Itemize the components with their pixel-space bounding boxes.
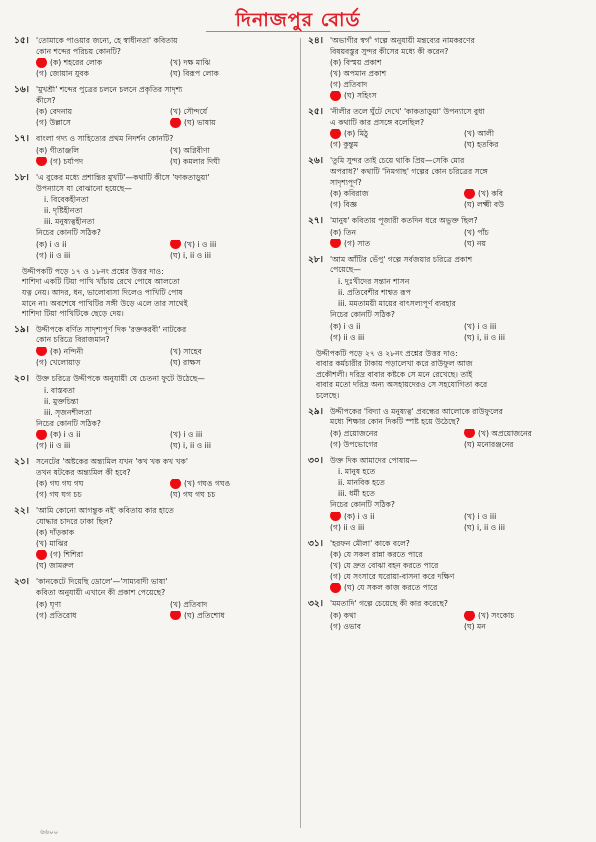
option-correct xyxy=(330,583,594,594)
option xyxy=(464,228,594,239)
option xyxy=(330,622,460,633)
answer-mark-icon xyxy=(36,550,47,560)
option-label: (ক) কথা xyxy=(330,611,357,621)
option-label: (খ) অপ্রয়োজনের xyxy=(478,428,532,438)
question-number: ১৯। xyxy=(14,324,29,335)
question-q7 xyxy=(308,456,594,534)
option xyxy=(36,107,166,118)
statement-list xyxy=(330,467,594,500)
option-label: (খ) i ও iii xyxy=(464,321,497,331)
stimulus-line: শাশিদা টিয়া পাখিটিকে ছেড়ে দেয়। xyxy=(22,309,124,319)
option xyxy=(170,58,300,69)
option-correct xyxy=(36,347,166,358)
question-text: পেয়েছে— xyxy=(330,265,362,275)
question-number: ২৯। xyxy=(308,406,323,417)
question-q4 xyxy=(308,216,594,250)
footer-mark: ৬৬০০ xyxy=(40,828,59,836)
statement-item: i. বাস্তবতা xyxy=(44,385,75,395)
question-text: উদ্দীপকের 'বিদ্যা ও মনুষ্যত্ব' প্রবন্ধের আলোকে রাউফুলের xyxy=(330,406,503,416)
option-label: (খ) দক্ষ মাঝি xyxy=(170,58,211,68)
option-label: (খ) সাহেব xyxy=(170,346,202,356)
option-label: (ক) শহরের লোক xyxy=(50,58,103,68)
option-correct xyxy=(170,118,300,129)
option-grid xyxy=(36,347,300,369)
option-correct xyxy=(36,430,166,441)
question-number: ১৬। xyxy=(14,85,29,96)
option-label: (ঘ) হতকির xyxy=(464,140,499,150)
option-label: (ক) গীতাঞ্জলি xyxy=(36,145,80,155)
answer-mark-icon xyxy=(170,118,181,128)
option xyxy=(330,189,460,200)
option xyxy=(36,490,166,501)
option-label: (গ) ওভাব xyxy=(330,622,361,632)
question-text: উক্ত চরিত্রে উদ্দীপকে অনুযায়ী যে চেতনা ফুটে উঠেছে— xyxy=(36,373,205,383)
option-grid xyxy=(330,512,594,534)
page-title: দিনাজপুর বোর্ড xyxy=(235,9,361,31)
question-number: ২৪। xyxy=(308,36,323,46)
option-grid xyxy=(330,322,594,344)
answer-mark-icon xyxy=(464,611,475,621)
question-subprompt: নিচের কোনটি সঠিক? xyxy=(36,228,101,238)
option xyxy=(170,490,300,501)
option xyxy=(464,440,594,451)
question-q7 xyxy=(14,457,300,501)
option-label: (ঘ) i, ii ও iii xyxy=(464,522,505,532)
option-label: (ক) i ও ii xyxy=(36,239,67,249)
option-label: (ক) কবিরাজ xyxy=(330,189,369,199)
left-column xyxy=(14,36,300,627)
question-q2 xyxy=(308,107,594,151)
option xyxy=(464,322,594,333)
option-label: (গ) প্রতিবাদ xyxy=(330,80,368,90)
question-q4 xyxy=(14,173,300,262)
question-number: ৩২। xyxy=(308,599,323,610)
question-text: উদ্দীপকে বর্ণিত সাদৃশ্যপূর্ণ দিক 'রক্তকরবী' নাটকের xyxy=(36,324,187,334)
statement-list xyxy=(330,277,594,310)
option-label: (ঘ) বিরূপ লোক xyxy=(170,69,219,79)
option-label: (ঘ) i, ii ও iii xyxy=(170,441,211,451)
option-label: (গ) ii ও iii xyxy=(330,332,365,342)
title-underline xyxy=(206,31,390,32)
statement-item: iii. ধর্মী হতে xyxy=(338,489,375,499)
question-text: 'হরফন মৌলা' কাকে বলে? xyxy=(330,538,410,548)
stimulus-line: চলেছে। xyxy=(316,390,340,400)
answer-mark-icon xyxy=(330,512,341,522)
question-text: 'তুমি সুন্দর তাই চেয়ে থাকি প্রিয়—সেকি মোর xyxy=(330,156,465,166)
option xyxy=(330,80,594,91)
option-label: (গ) গঘ ঘগ চচ xyxy=(36,490,82,500)
option-grid xyxy=(330,58,594,102)
question-text: উক্ত দিক আমাদের পোষায়— xyxy=(330,455,418,465)
option-label: (ঘ) কমলার দিঘী xyxy=(170,156,221,166)
answer-mark-icon xyxy=(330,239,341,249)
option-label: (খ) মাঝির xyxy=(36,539,68,549)
option xyxy=(36,358,166,369)
option xyxy=(330,333,460,344)
answer-mark-icon xyxy=(170,479,181,489)
option-label: (খ) যে দ্রুত বোঝা বহন করতে পারে xyxy=(330,561,439,571)
question-number: ২৮। xyxy=(308,254,323,265)
answer-mark-icon xyxy=(36,58,47,68)
statement-item: iii. মমতাময়ী মায়ের বাৎসল্যপূর্ণ ব্যবহার xyxy=(338,298,456,308)
option xyxy=(464,200,594,211)
option-grid xyxy=(36,528,300,572)
option xyxy=(36,528,300,539)
option-grid xyxy=(330,550,594,594)
option xyxy=(170,600,300,611)
option xyxy=(36,146,166,157)
question-q9 xyxy=(14,577,300,621)
option xyxy=(330,69,594,80)
option-label: (ঘ) জামরুল xyxy=(36,561,74,571)
option xyxy=(170,146,300,157)
question-text: যোদ্ধার চাদরে ঢাকা ছিল? xyxy=(36,516,113,526)
statement-item: ii. মানবিক হতে xyxy=(338,478,385,488)
option xyxy=(330,322,460,333)
option xyxy=(170,69,300,80)
option xyxy=(170,251,300,262)
question-number: ২৭। xyxy=(308,216,323,227)
option-label: (ঘ) মনোরঞ্জনের xyxy=(464,439,514,449)
option xyxy=(330,572,594,583)
option-label: (খ) অগ্নিবীণা xyxy=(170,145,210,155)
question-q6 xyxy=(308,407,594,451)
option-grid xyxy=(330,189,594,211)
option-label: (গ) কুন্তুম xyxy=(330,140,359,150)
question-number: ২৩। xyxy=(14,577,29,588)
stimulus-passage xyxy=(308,349,594,402)
question-text: 'আম আঁটির ভেঁপু' গল্পে সর্বজয়ার চরিত্রে প্রকাশ xyxy=(330,254,473,264)
question-subprompt: নিচের কোনটি সঠিক? xyxy=(330,309,395,319)
option xyxy=(464,622,594,633)
question-text: 'এ বুকের মধ্যে প্রশান্তির মুখটি'—কথাটি কীসে 'ফাকতাড়ুয়া' xyxy=(36,172,210,182)
statement-item: ii. প্রতিবেশীর শাশ্বত রূপ xyxy=(338,287,411,297)
answer-mark-icon xyxy=(464,429,475,439)
question-number: ২১। xyxy=(14,457,29,468)
option-label: (ঘ) লক্ষ্মী বউ xyxy=(464,200,505,210)
option-label: (গ) জোয়ান যুবক xyxy=(36,69,89,79)
question-text: তখন ষটকের অন্ত্যমিল কী হবে? xyxy=(36,467,131,477)
option-grid xyxy=(330,129,594,151)
option-label: (ক) তিন xyxy=(330,227,357,237)
option xyxy=(464,512,594,523)
option-label: (গ) শিশিরা xyxy=(50,550,84,560)
option-label: (ঘ) ভাষায় xyxy=(184,118,216,128)
option-label: (ক) গঘ গঘ গঘ xyxy=(36,479,84,489)
option xyxy=(330,440,460,451)
column-divider xyxy=(300,38,301,828)
option-correct xyxy=(170,240,300,251)
question-number: ৩০। xyxy=(308,455,323,466)
option-correct xyxy=(330,512,460,523)
statement-list xyxy=(36,195,300,228)
option-correct xyxy=(36,550,300,561)
option xyxy=(464,140,594,151)
option-correct xyxy=(464,189,594,200)
option-label: (গ) সাত xyxy=(344,238,371,248)
option-label: (ঘ) i, ii ও iii xyxy=(170,250,211,260)
option xyxy=(464,129,594,140)
question-q3 xyxy=(308,156,594,211)
question-text: 'মুখশ্রী' শব্দের পুত্রের চলনে চলনে প্রকৃতির সাদৃশ্য xyxy=(36,85,183,95)
option xyxy=(36,251,166,262)
option xyxy=(464,523,594,534)
option-correct xyxy=(170,479,300,490)
question-q1 xyxy=(308,36,594,102)
option-label: (ক) i ও ii xyxy=(50,430,81,440)
option-grid xyxy=(36,479,300,501)
stimulus-line: বাবার কর্মচারীর টাকায় পড়ালেখা করে রাউফুল আজ xyxy=(316,359,473,369)
answer-mark-icon xyxy=(330,129,341,139)
option-label: (ক) i ও ii xyxy=(330,321,361,331)
option-correct xyxy=(464,429,594,440)
question-number: ১৮। xyxy=(14,172,29,183)
question-subprompt: নিচের কোনটি সঠিক? xyxy=(36,418,101,428)
question-number: ১৭। xyxy=(14,134,29,145)
answer-mark-icon xyxy=(170,611,181,621)
answer-mark-icon xyxy=(464,189,475,199)
option-label: (খ) গঘঙ গঘঙ xyxy=(184,479,231,489)
statement-list xyxy=(36,386,300,419)
option-label: (গ) খেলোয়াড় xyxy=(36,357,81,367)
question-number: ২৬। xyxy=(308,156,323,167)
option xyxy=(36,611,166,622)
question-text: 'কানকেটে দিয়েছি ডোলে'—'সাম্যবাদী ভাষা' xyxy=(36,577,168,587)
option-label: (গ) বিজ্ঞ xyxy=(330,200,357,210)
option xyxy=(170,107,300,118)
option xyxy=(170,157,300,168)
option-label: (ক) প্রয়োজনের xyxy=(330,428,378,438)
option xyxy=(464,239,594,250)
question-number: ২০। xyxy=(14,373,29,384)
question-q8 xyxy=(14,506,300,572)
option xyxy=(36,118,166,129)
question-number: ৩১। xyxy=(308,538,323,549)
question-q6 xyxy=(14,374,300,452)
question-number: ২২। xyxy=(14,506,29,517)
option xyxy=(36,561,300,572)
option-label: (খ) i ও iii xyxy=(464,511,497,521)
option-label: (খ) সংকোচ xyxy=(478,611,515,621)
question-text: 'মানুষ' কবিতায় পূজারী কতদিন ধরে অভুক্ত ছিল? xyxy=(330,216,478,226)
option xyxy=(170,358,300,369)
question-q2 xyxy=(14,85,300,129)
question-text: 'নীলীর তলে ঘুঁটে দেখে' 'কাকতাড়ুয়া' উপন্যাসে বুধা xyxy=(330,107,485,117)
question-subprompt: নিচের কোনটি সঠিক? xyxy=(330,500,395,510)
option-grid xyxy=(36,430,300,452)
option xyxy=(330,611,460,622)
stimulus-heading: উদ্দীপকটি পড়ে ২৭ ও ২৮নং প্রশ্নের উত্তর দাও: xyxy=(316,348,458,358)
question-text: অপরাধ?' কথাটি 'নিমগাছ' গল্পের কোন চরিত্রের সঙ্গে xyxy=(330,166,488,176)
option-grid xyxy=(36,107,300,129)
stimulus-passage xyxy=(14,267,300,320)
answer-mark-icon xyxy=(170,240,181,250)
option-grid xyxy=(330,429,594,451)
option-grid xyxy=(36,146,300,168)
question-q5 xyxy=(14,325,300,369)
stimulus-line: শাশিদা একটি টিয়া পাখি খাঁচায় রেখে পোষে আলতো xyxy=(22,277,180,287)
stimulus-line: যত্ন নেয়। আদর, ধন, ভালোবাসা দিলেও পাখিটি পোষ xyxy=(22,287,183,297)
option-label: (ক) বিস্ময় প্রকাশ xyxy=(330,58,382,68)
question-text: কীসে? xyxy=(36,95,56,105)
question-text: 'মমতাদি' গল্পে চেয়েছে কী কার করেছে? xyxy=(330,599,448,609)
option-label: (ক) মিঠু xyxy=(344,129,369,139)
right-column xyxy=(308,36,594,638)
option xyxy=(330,561,594,572)
option-label: (ঘ) গঘ গঘ চচ xyxy=(170,490,216,500)
stimulus-line: প্রকৌশলী। দরিদ্র বাবার কষ্টকে সে মনে রেখেছে। তাই xyxy=(316,369,473,379)
option-label: (গ) উল্লাসে xyxy=(36,118,71,128)
option xyxy=(330,429,460,440)
question-text: কবিতা অনুযায়ী এখানে কী প্রকাশ পেয়েছে? xyxy=(36,588,166,598)
question-text: কোন চরিত্রে বিরাজমান? xyxy=(36,335,110,345)
question-q5 xyxy=(308,255,594,344)
option-label: (খ) কবি xyxy=(478,189,504,199)
stimulus-line: মানে না। অবশেষে পাখিটির সঙ্গী উড়ে এলে তার সাথেই xyxy=(22,298,188,308)
answer-mark-icon xyxy=(36,430,47,440)
option-correct xyxy=(36,58,166,69)
option-label: (ঘ) সহিংস xyxy=(344,91,377,101)
option-label: (খ) অপমান প্রকাশ xyxy=(330,69,387,79)
option-grid xyxy=(36,58,300,80)
question-text: সনেটের 'অষ্টকের অন্ত্যমিল যখন 'কখ খক কখ খক' xyxy=(36,457,188,467)
question-text: বাংলা গদ্য ও সাহিত্যের প্রথম নিদর্শন কোনটি? xyxy=(36,134,174,144)
option-label: (গ) প্রতিরোধ xyxy=(36,610,77,620)
option-label: (খ) আলী xyxy=(464,129,495,139)
statement-item: i. বিবেকহীনতা xyxy=(44,195,89,205)
option-correct xyxy=(36,157,166,168)
answer-mark-icon xyxy=(330,583,341,593)
option-label: (ঘ) যে সকল কাজ করতে পারে xyxy=(344,583,438,593)
option-correct xyxy=(464,611,594,622)
option-label: (ক) ঘৃণা xyxy=(36,599,62,609)
option-label: (ঘ) i, ii ও iii xyxy=(464,332,505,342)
statement-item: iii. সৃজনশীলতা xyxy=(44,407,92,417)
question-text: 'আমি কোনো আগন্তুক নই' কবিতায় কার হাতে xyxy=(36,506,174,516)
answer-mark-icon xyxy=(36,157,47,167)
option-label: (ঘ) প্রতিশোধ xyxy=(184,610,225,620)
option-label: (গ) উপভোগের xyxy=(330,439,378,449)
option-label: (ক) নন্দিনী xyxy=(50,346,84,356)
option-grid xyxy=(36,600,300,622)
option-label: (খ) i ও iii xyxy=(170,430,203,440)
option xyxy=(170,441,300,452)
option-grid xyxy=(330,611,594,633)
option xyxy=(170,430,300,441)
answer-mark-icon xyxy=(36,347,47,357)
option-label: (খ) পাঁচ xyxy=(464,227,489,237)
option-label: (খ) i ও iii xyxy=(184,239,217,249)
question-text: উপন্যাসে যা বোঝানো হয়েছে— xyxy=(36,183,132,193)
statement-item: i. দুঃখীদের সন্তান শাসন xyxy=(338,276,410,286)
option-correct xyxy=(330,91,594,102)
option-label: (গ) যে সংসারে ঘরোয়া-বাসনা করে দক্ষিণ xyxy=(330,572,455,582)
option-label: (গ) ii ও iii xyxy=(36,250,71,260)
option xyxy=(170,347,300,358)
option xyxy=(36,441,166,452)
option-label: (ঘ) মন xyxy=(464,622,486,632)
option-label: (খ) প্রতিবাদ xyxy=(170,599,208,609)
stimulus-line: বাবার মতো দরিদ্র অন্য অসহায়দেরও সে সহযোগিতা করে xyxy=(316,380,488,390)
option xyxy=(330,58,594,69)
option-correct xyxy=(330,129,460,140)
question-q1 xyxy=(14,36,300,80)
option-label: (ক) i ও ii xyxy=(344,511,375,521)
option xyxy=(36,69,166,80)
option-label: (ক) বেদনায় xyxy=(36,107,73,117)
question-q8 xyxy=(308,539,594,595)
option-label: (ঘ) নয় xyxy=(464,238,487,248)
option xyxy=(330,200,460,211)
option-label: (ক) যে সকল রান্না করতে পারে xyxy=(330,550,423,560)
question-text: কোন শব্দের পরিচয় কোনটি? xyxy=(36,46,121,56)
option-label: (গ) চর্যাপদ xyxy=(50,156,84,166)
question-text: বিষয়বস্তুর সুন্দর কীসের মধ্যে কী করেন? xyxy=(330,46,449,56)
option xyxy=(36,600,166,611)
option-correct xyxy=(330,239,460,250)
question-text: মধ্যে শিক্ষার কোন দিকটি স্পষ্ট হয়ে উঠেছে? xyxy=(330,417,460,427)
question-q3 xyxy=(14,134,300,168)
option-label: (ঘ) রাক্ষস xyxy=(170,357,201,367)
option xyxy=(36,479,166,490)
question-text: সাদৃশ্যপূর্ণ? xyxy=(330,177,362,187)
option-correct xyxy=(170,611,300,622)
question-text: এ কথাটি কার প্রসঙ্গে বলেছিল? xyxy=(330,117,425,127)
statement-item: i. মানুষ হতে xyxy=(338,467,376,477)
statement-item: iii. মনুষ্যত্বহীনতা xyxy=(44,217,95,227)
question-number: ২৫। xyxy=(308,107,323,118)
question-text: 'তোমাকে পাওয়ার জন্যে, হে স্বাধীনতা' কবিতায় xyxy=(36,36,178,45)
option xyxy=(330,523,460,534)
option xyxy=(330,140,460,151)
question-text: 'অভাগীর স্বর্গ' গল্পে অনুযায়ী মন্তব্যের নামকরণের xyxy=(330,36,475,45)
option xyxy=(464,333,594,344)
option-grid xyxy=(330,228,594,250)
answer-mark-icon xyxy=(330,91,341,101)
option xyxy=(330,550,594,561)
stimulus-heading: উদ্দীপকটি পড়ে ১৭ ও ১৮নং প্রশ্নের উত্তর দাও: xyxy=(22,266,164,276)
option xyxy=(330,228,460,239)
option-label: (গ) ii ও iii xyxy=(330,522,365,532)
option-label: (খ) সৌন্দর্যে xyxy=(170,107,208,117)
question-q9 xyxy=(308,599,594,633)
option xyxy=(36,240,166,251)
question-number: ১৫। xyxy=(14,36,29,46)
statement-item: ii. মুক্তচিন্তা xyxy=(44,396,79,406)
statement-item: ii. দৃষ্টিহীনতা xyxy=(44,206,83,216)
option xyxy=(36,539,300,550)
option-grid xyxy=(36,240,300,262)
option-label: (ক) দাঁড়কাক xyxy=(36,528,75,538)
option-label: (গ) ii ও iii xyxy=(36,441,71,451)
